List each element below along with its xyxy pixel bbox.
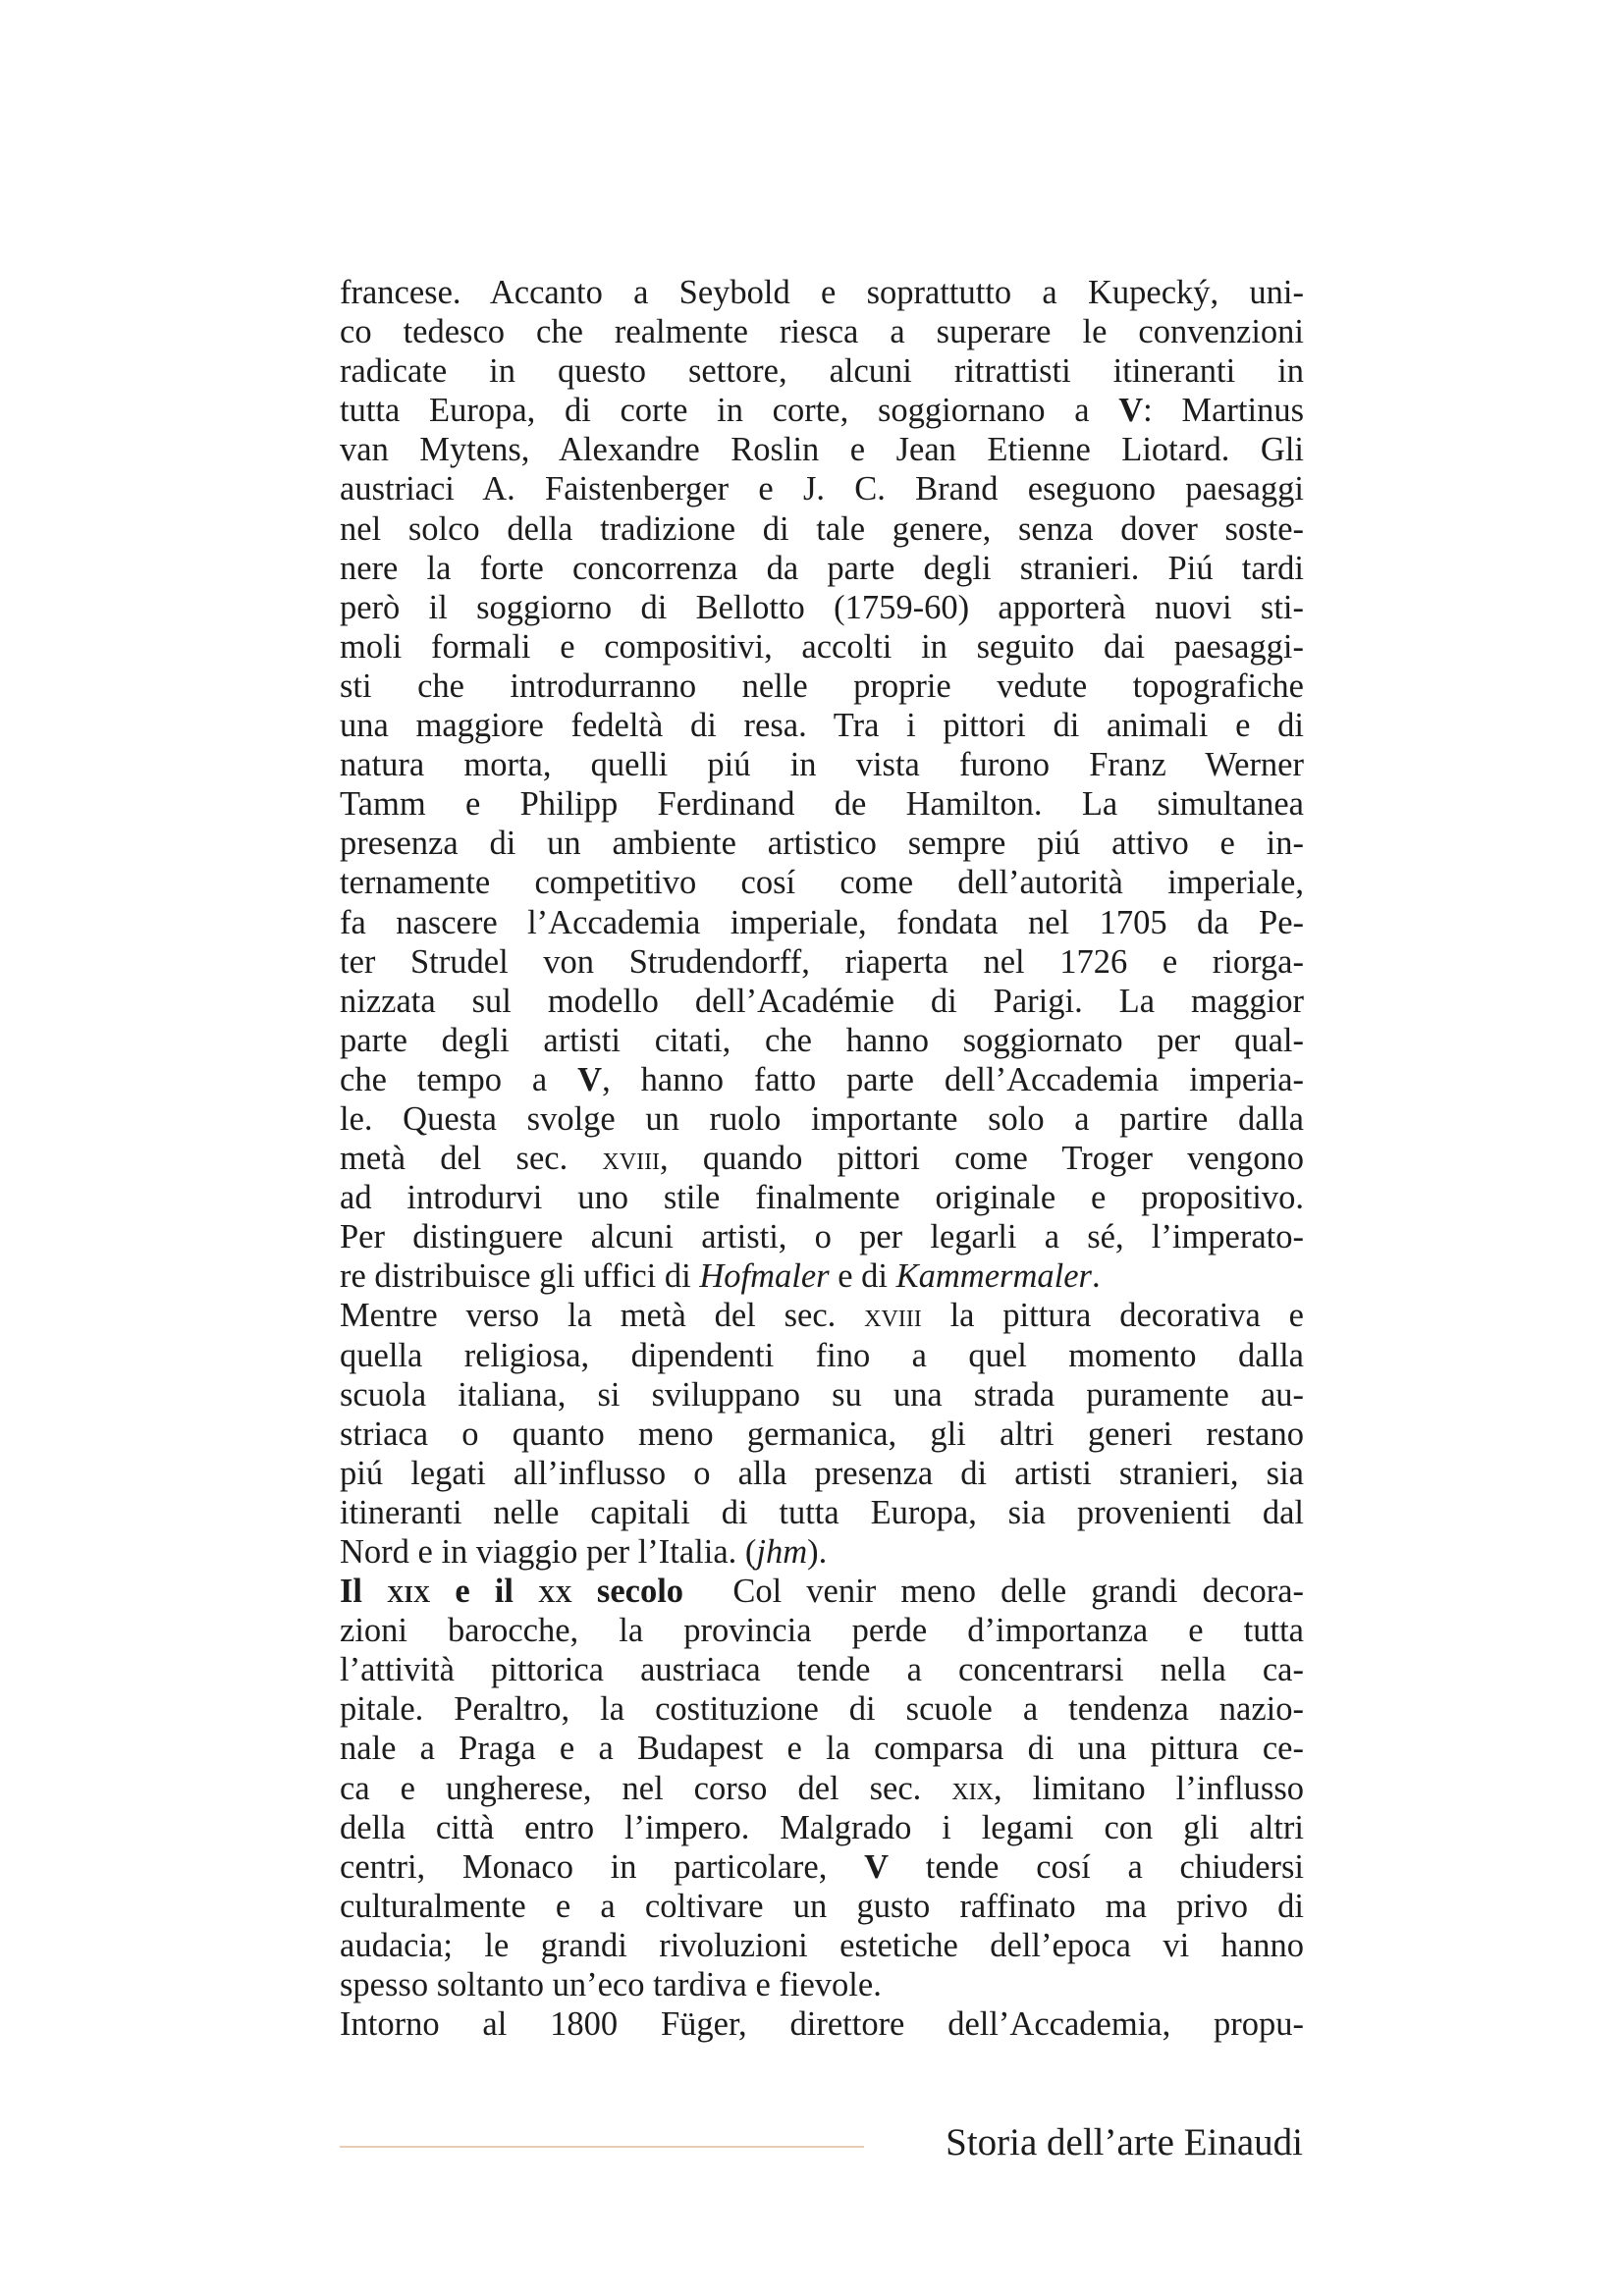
- footer-title: Storia dell’arte Einaudi: [946, 2121, 1303, 2163]
- text-line: audacia; le grandi rivoluzioni estetiche dell’epoca vi hanno: [340, 1926, 1304, 1964]
- text-line: ter Strudel von Strudendorff, riaperta nel 1726 e riorga-: [340, 942, 1304, 981]
- text-line: moli formali e compositivi, accolti in seguito dai paesaggi-: [340, 627, 1304, 666]
- text-line: nere la forte concorrenza da parte degli stranieri. Piú tardi: [340, 549, 1304, 587]
- section-heading-line: Il xix e il xx secolo Col venir meno delle grandi decora-: [340, 1573, 1304, 1611]
- text-line: radicate in questo settore, alcuni ritrattisti itineranti in: [340, 352, 1304, 391]
- text-line: itineranti nelle capitali di tutta Europa, sia provenienti dal: [340, 1493, 1304, 1531]
- text-line: presenza di un ambiente artistico sempre piú attivo e in-: [340, 825, 1304, 863]
- text-line: piú legati all’influsso o alla presenza di artisti stranieri, sia: [340, 1454, 1304, 1492]
- text-line: metà del sec. xviii, quando pittori come Troger vengono: [340, 1140, 1304, 1178]
- text-line: re distribuisce gli uffici di Hofmaler e di Kammermaler.: [340, 1257, 1101, 1296]
- author-initials: jhm: [756, 1533, 808, 1571]
- text-line: zioni barocche, la provincia perde d’importanza e tutta: [340, 1612, 1304, 1650]
- footer-rule: [340, 2146, 864, 2148]
- text-line: francese. Accanto a Seybold e soprattutto a Kupecký, uni-: [340, 274, 1304, 311]
- text-line: scuola italiana, si sviluppano su una strada puramente au-: [340, 1375, 1304, 1414]
- text-line: parte degli artisti citati, che hanno soggiornato per qual-: [340, 1021, 1304, 1059]
- text-line: nizzata sul modello dell’Académie di Parigi. La maggior: [340, 982, 1304, 1020]
- text-line: Intorno al 1800 Füger, direttore dell’Accademia, propu-: [340, 2005, 1304, 2044]
- city-abbrev: V: [864, 1847, 890, 1886]
- roman-numeral: xix: [387, 1573, 431, 1611]
- text-line: l’attività pittorica austriaca tende a concentrarsi nella ca-: [340, 1651, 1304, 1689]
- text-line: Per distinguere alcuni artisti, o per legarli a sé, l’imperato-: [340, 1218, 1304, 1256]
- city-abbrev: V: [1118, 392, 1144, 430]
- text-line: fa nascere l’Accademia imperiale, fondata nel 1705 da Pe-: [340, 903, 1304, 941]
- text-line: nel solco della tradizione di tale genere, senza dover soste-: [340, 509, 1304, 548]
- text-line: van Mytens, Alexandre Roslin e Jean Etienne Liotard. Gli: [340, 431, 1304, 469]
- text-line: tutta Europa, di corte in corte, soggiornano a V: Martinus: [340, 392, 1304, 430]
- text-line: però il soggiorno di Bellotto (1759-60) apporterà nuovi sti-: [340, 588, 1304, 626]
- text-line: Tamm e Philipp Ferdinand de Hamilton. La simultanea: [340, 785, 1304, 824]
- text-line: pitale. Peraltro, la costituzione di scuole a tendenza nazio-: [340, 1690, 1304, 1729]
- roman-numeral: xx: [538, 1573, 572, 1611]
- city-abbrev: V: [577, 1060, 603, 1098]
- text-line: natura morta, quelli piú in vista furono Franz Werner: [340, 746, 1304, 784]
- body-text: [340, 273, 1304, 2044]
- text-line: co tedesco che realmente riesca a superare le convenzioni: [340, 313, 1304, 351]
- roman-numeral: xix: [951, 1769, 994, 1807]
- text-line: spesso soltanto un’eco tardiva e fievole.: [340, 1966, 882, 2004]
- text-line: Mentre verso la metà del sec. xviii la pittura decorativa e: [340, 1297, 1304, 1335]
- text-line: della città entro l’impero. Malgrado i legami con gli altri: [340, 1808, 1304, 1846]
- text-line: ad introdurvi uno stile finalmente originale e propositivo.: [340, 1179, 1304, 1217]
- text-line: austriaci A. Faistenberger e J. C. Brand eseguono paesaggi: [340, 470, 1304, 508]
- text-line: che tempo a V, hanno fatto parte dell’Accademia imperia-: [340, 1060, 1305, 1098]
- text-line: striaca o quanto meno germanica, gli altri generi restano: [340, 1415, 1304, 1453]
- text-line: una maggiore fedeltà di resa. Tra i pittori di animali e di: [340, 707, 1304, 745]
- text-line: culturalmente e a coltivare un gusto raffinato ma privo di: [340, 1887, 1304, 1925]
- text-line: ternamente competitivo cosí come dell’autorità imperiale,: [340, 864, 1304, 902]
- text-line: quella religiosa, dipendenti fino a quel momento dalla: [340, 1336, 1304, 1374]
- text-line: le. Questa svolge un ruolo importante solo a partire dalla: [340, 1099, 1304, 1138]
- text-line: nale a Praga e a Budapest e la comparsa di una pittura ce-: [340, 1730, 1304, 1768]
- text-line: centri, Monaco in particolare, V tende cosí a chiudersi: [340, 1847, 1305, 1886]
- roman-numeral: xviii: [602, 1140, 661, 1178]
- roman-numeral: xviii: [864, 1297, 922, 1335]
- italic-term: Kammermaler: [895, 1257, 1092, 1296]
- text-line: Nord e in viaggio per l’Italia. (jhm).: [340, 1533, 828, 1571]
- text-line: ca e ungherese, nel corso del sec. xix, limitano l’influsso: [340, 1769, 1304, 1807]
- text-line: sti che introdurranno nelle proprie vedute topografiche: [340, 667, 1304, 705]
- italic-term: Hofmaler: [699, 1257, 830, 1296]
